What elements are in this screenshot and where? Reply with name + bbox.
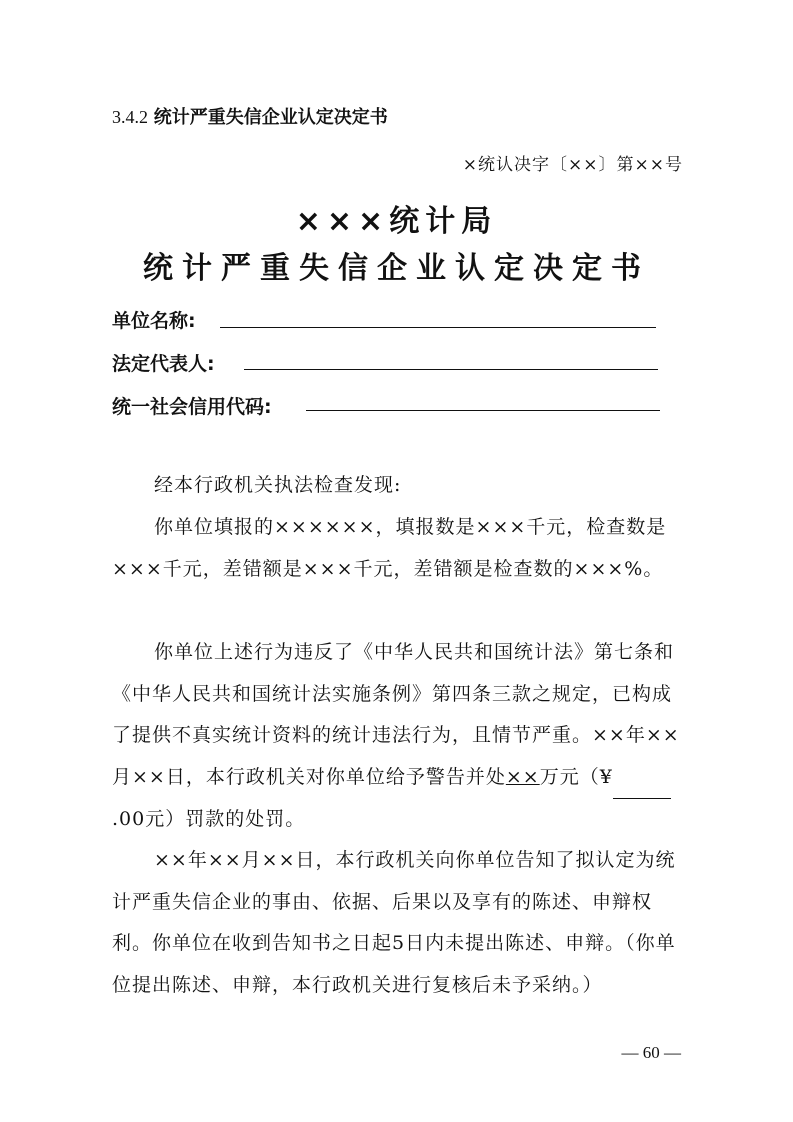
fine-yuan-blank[interactable] (613, 757, 671, 800)
paragraph-notification: ××年××月××日，本行政机关向你单位告知了拟认定为统计严重失信企业的事由、依据、后果以及享有的陈述、申辩权利。你单位在收到告知书之日起5日内未提出陈述、申辩。（你单位提出陈述、申辩，本行政机关进行复核后未予采纳。） (112, 849, 676, 996)
field-label-unit-name: 单位名称: (112, 310, 196, 332)
paragraph-finding-intro: 经本行政机关执法检查发现: (154, 474, 402, 496)
document-title: 统计严重失信企业认定决定书 (143, 251, 650, 286)
legal-rep-blank[interactable] (244, 369, 658, 370)
paragraph-violation (112, 632, 684, 841)
section-number: 3.4.2 (112, 107, 148, 127)
section-title: 统计严重失信企业认定决定书 (153, 107, 388, 128)
section-heading (112, 103, 388, 129)
document-number: ×统认决字〔××〕第××号 (462, 155, 683, 175)
page-number: — 60 — (621, 1043, 681, 1062)
fine-tail-text: .00元）罚款的处罚。 (112, 808, 306, 830)
field-label-credit-code: 统一社会信用代码: (112, 396, 272, 418)
paragraph-data-error: 你单位填报的××××××，填报数是×××千元，检查数是×××千元，差错额是×××千元，差错额是检查数的×××%。 (112, 516, 667, 580)
fine-unit-text: 万元（¥ (539, 765, 613, 788)
violation-text: 你单位上述行为违反了《中华人民共和国统计法》第七条和《中华人民共和国统计法实施条例》第四条三款之规定，已构成了提供不真实统计资料的统计违法行为，且情节严重。××年××月××日，本行政机关对你单位给予警告并处 (112, 641, 680, 788)
issuer-title: ×××统计局 (295, 204, 498, 239)
unit-name-blank[interactable] (220, 327, 656, 328)
field-label-legal-rep: 法定代表人: (112, 353, 215, 375)
fine-amount: ×× (505, 765, 540, 788)
credit-code-blank[interactable] (306, 410, 660, 411)
